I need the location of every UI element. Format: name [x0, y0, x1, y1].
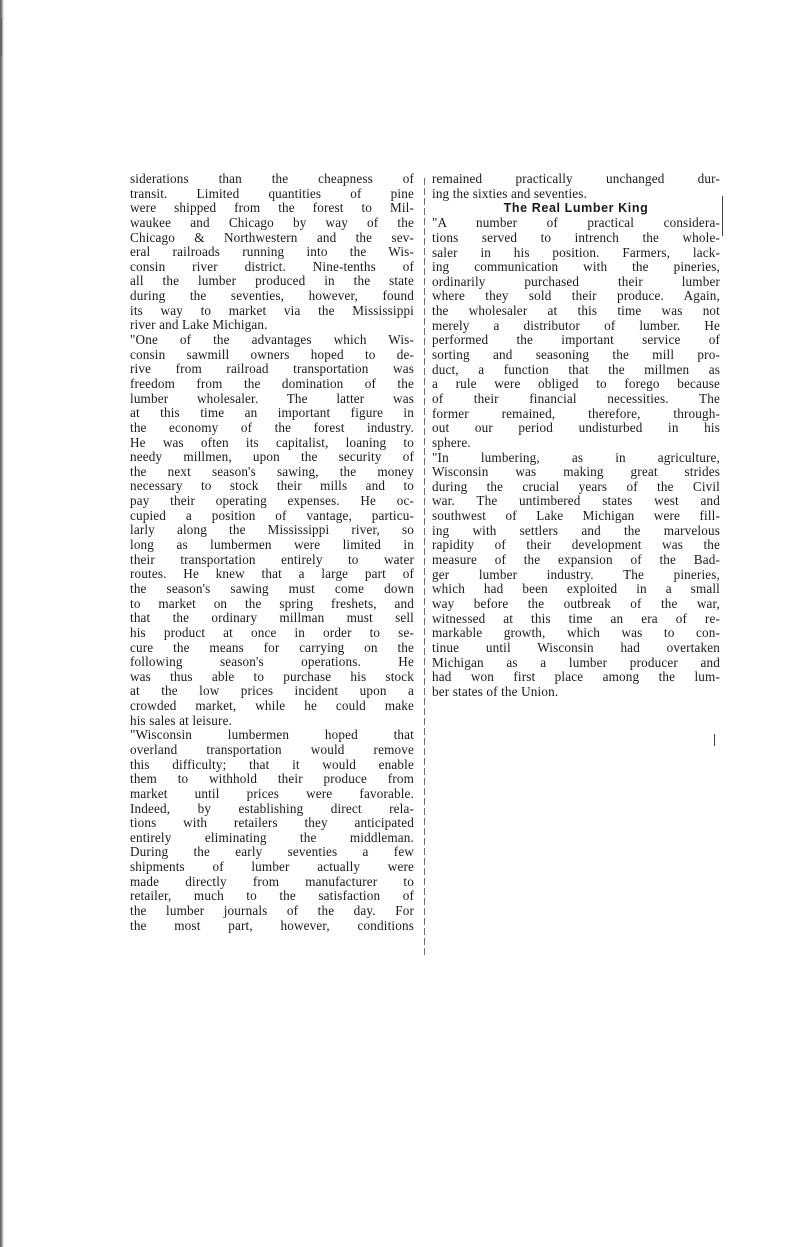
text-line: crowded market, while he could make	[130, 699, 414, 714]
text-line: former remained, therefore, through-	[432, 406, 720, 421]
text-line: this difficulty; that it would enable	[130, 757, 414, 772]
text-line: them to withhold their produce from	[130, 772, 414, 787]
text-line: markable growth, which was to con-	[432, 626, 720, 641]
text-line: measure of the expansion of the Bad-	[432, 553, 720, 568]
text-line: ber states of the Union.	[432, 684, 559, 699]
page-edge-mark	[0, 18, 12, 56]
text-line: rapidity of their development was the	[432, 538, 720, 553]
section-heading: The Real Lumber King	[503, 201, 649, 216]
text-line: sphere.	[432, 435, 471, 450]
text-line: "One of the advantages which Wis-	[130, 333, 414, 348]
text-line: Wisconsin was making great strides	[432, 465, 720, 480]
text-line: his product at once in order to se-	[130, 625, 414, 640]
text-line: saler in his position. Farmers, lack-	[432, 245, 720, 260]
text-line: the economy of the forest industry.	[130, 420, 414, 435]
text-line: shipments of lumber actually were	[130, 860, 414, 875]
text-line: necessary to stock their mills and to	[130, 479, 414, 494]
text-line: remained practically unchanged dur-	[432, 172, 720, 186]
text-line: consin sawmill owners hoped to de-	[130, 347, 414, 362]
text-line: During the early seventies a few	[130, 845, 414, 860]
text-line: at the low prices incident upon a	[130, 684, 414, 699]
text-line: the season's sawing must come down	[130, 581, 414, 596]
text-line: were shipped from the forest to Mil-	[130, 201, 414, 216]
text-line: southwest of Lake Michigan were fill-	[432, 509, 720, 524]
text-line: ing communication with the pineries,	[432, 260, 720, 275]
text-line: Michigan as a lumber producer and	[432, 655, 720, 670]
column-divider	[424, 178, 425, 958]
text-line: their transportation entirely to water	[130, 552, 414, 567]
text-line: out our period undisturbed in his	[432, 421, 720, 436]
text-line: way before the outbreak of the war,	[432, 596, 720, 611]
text-line: market until prices were favorable.	[130, 786, 414, 801]
text-line: made directly from manufacturer to	[130, 874, 414, 889]
text-line: larly along the Mississippi river, so	[130, 523, 414, 538]
text-line: merely a distributor of lumber. He	[432, 318, 720, 333]
text-line: its way to market via the Mississippi	[130, 303, 414, 318]
text-line: retailer, much to the satisfaction of	[130, 889, 414, 904]
text-line: consin river district. Nine-tenths of	[130, 259, 414, 274]
text-line: was thus able to purchase his stock	[130, 669, 414, 684]
text-line: "In lumbering, as in agriculture,	[432, 450, 720, 465]
text-line: siderations than the cheapness of	[130, 172, 414, 186]
text-line: river and Lake Michigan.	[130, 318, 268, 333]
text-line: ger lumber industry. The pineries,	[432, 567, 720, 582]
text-line: at this time an important figure in	[130, 406, 414, 421]
text-line: ing with settlers and the marvelous	[432, 523, 720, 538]
text-line: lumber wholesaler. The latter was	[130, 391, 414, 406]
text-line: entirely eliminating the middleman.	[130, 830, 414, 845]
text-line: Chicago & Northwestern and the sev-	[130, 230, 414, 245]
text-line: long as lumbermen were limited in	[130, 538, 414, 553]
text-line: Indeed, by establishing direct rela-	[130, 801, 414, 816]
text-line: witnessed at this time an era of re-	[432, 611, 720, 626]
text-line: pay their operating expenses. He oc-	[130, 494, 414, 509]
text-line: tions served to intrench the whole-	[432, 230, 720, 245]
text-line: to market on the spring freshets, and	[130, 596, 414, 611]
text-line: tions with retailers they anticipated	[130, 816, 414, 831]
text-line: freedom from the domination of the	[130, 376, 414, 391]
text-line: "A number of practical considera-	[432, 216, 720, 231]
text-line: his sales at leisure.	[130, 713, 233, 728]
column-rule	[722, 196, 723, 236]
column-rule-end	[714, 734, 715, 746]
text-line: He was often its capitalist, loaning to	[130, 435, 414, 450]
text-line: duct, a function that the millmen as	[432, 362, 720, 377]
text-line: cupied a position of vantage, particu-	[130, 508, 414, 523]
text-line: following season's operations. He	[130, 655, 414, 670]
text-line: war. The untimbered states west and	[432, 494, 720, 509]
text-line: the next season's sawing, the money	[130, 464, 414, 479]
text-line: ing the sixties and seventies.	[432, 186, 588, 201]
text-line: where they sold their produce. Again,	[432, 289, 720, 304]
text-line: the most part, however, conditions	[130, 918, 414, 933]
text-line: transit. Limited quantities of pine	[130, 186, 414, 201]
text-line: had won first place among the lum-	[432, 670, 720, 685]
text-line: overland transportation would remove	[130, 742, 414, 757]
text-line: all the lumber produced in the state	[130, 274, 414, 289]
text-line: the lumber journals of the day. For	[130, 904, 414, 919]
text-line: "Wisconsin lumbermen hoped that	[130, 728, 414, 743]
text-line: sorting and seasoning the mill pro-	[432, 348, 720, 363]
text-line: the wholesaler at this time was not	[432, 304, 720, 319]
text-line: performed the important service of	[432, 333, 720, 348]
text-line: rive from railroad transportation was	[130, 362, 414, 377]
text-line: ordinarily purchased their lumber	[432, 274, 720, 289]
text-line: which had been exploited in a small	[432, 582, 720, 597]
right-column	[432, 172, 720, 699]
text-line: needy millmen, upon the security of	[130, 450, 414, 465]
text-line: tinue until Wisconsin had overtaken	[432, 640, 720, 655]
left-column	[130, 172, 414, 933]
text-line: waukee and Chicago by way of the	[130, 215, 414, 230]
text-line: during the crucial years of the Civil	[432, 479, 720, 494]
text-line: during the seventies, however, found	[130, 289, 414, 304]
page-edge	[0, 0, 4, 1247]
text-line: routes. He knew that a large part of	[130, 567, 414, 582]
text-line: eral railroads running into the Wis-	[130, 245, 414, 260]
text-line: cure the means for carrying on the	[130, 640, 414, 655]
text-line: of their financial necessities. The	[432, 391, 720, 406]
text-line: that the ordinary millman must sell	[130, 611, 414, 626]
text-line: a rule were obliged to forego because	[432, 377, 720, 392]
